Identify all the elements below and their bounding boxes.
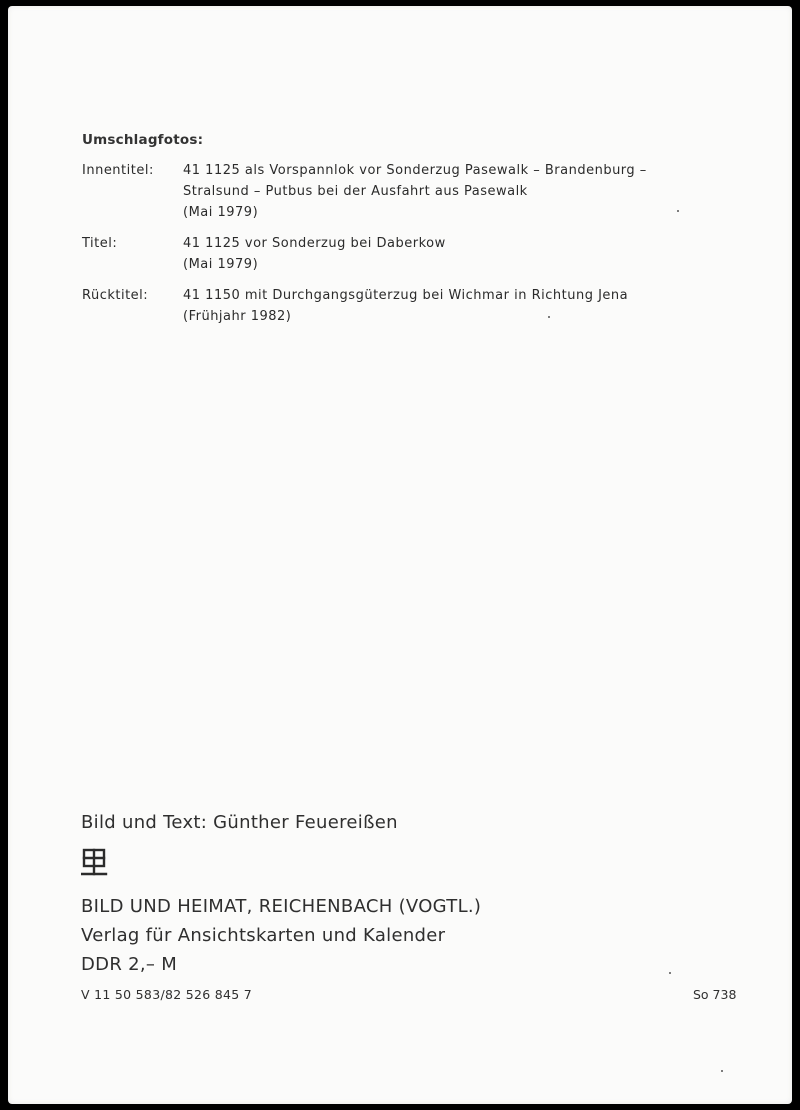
credit-line: 41 1125 vor Sonderzug bei Daberkow — [183, 236, 446, 251]
author-credit: Bild und Text: Günther Feuereißen — [81, 812, 398, 833]
credit-line: 41 1150 mit Durchgangsgüterzug bei Wichmar in Richtung Jena — [183, 288, 629, 303]
credits-heading: Umschlagfotos: — [82, 132, 204, 148]
publisher-name: BILD UND HEIMAT, REICHENBACH (VOGTL.) — [81, 896, 482, 917]
credit-entry-back-title — [82, 285, 772, 327]
paper-speck — [548, 316, 550, 318]
publisher-logo-icon — [81, 847, 111, 877]
credit-description — [183, 233, 772, 275]
credit-description — [183, 160, 772, 223]
paper-speck — [669, 972, 671, 974]
credit-line: Stralsund – Putbus bei der Ausfahrt aus Pasewalk — [183, 184, 528, 199]
credit-label: Titel: — [82, 236, 118, 251]
credit-entry-inner-title — [82, 160, 772, 223]
credit-entry-title — [82, 233, 772, 275]
credit-description — [183, 285, 772, 327]
back-page — [8, 6, 792, 1104]
price: DDR 2,– M — [81, 954, 178, 975]
imprint-block — [81, 812, 771, 1005]
series-number: So 738 — [693, 987, 737, 1002]
cover-photo-credits — [82, 132, 772, 337]
paper-speck — [677, 210, 679, 212]
credit-label: Rücktitel: — [82, 288, 149, 303]
catalog-codes-row — [81, 985, 771, 1005]
credit-label: Innentitel: — [82, 163, 154, 178]
paper-speck — [721, 1070, 723, 1072]
publisher-subtitle: Verlag für Ansichtskarten und Kalender — [81, 925, 446, 946]
credit-line: (Mai 1979) — [183, 205, 259, 220]
catalog-codes: V 11 50 583/82 526 845 7 — [81, 987, 253, 1002]
credit-line: 41 1125 als Vorspannlok vor Sonderzug Pasewalk – Brandenburg – — [183, 163, 647, 178]
credit-line: (Frühjahr 1982) — [183, 309, 292, 324]
credit-line: (Mai 1979) — [183, 257, 259, 272]
